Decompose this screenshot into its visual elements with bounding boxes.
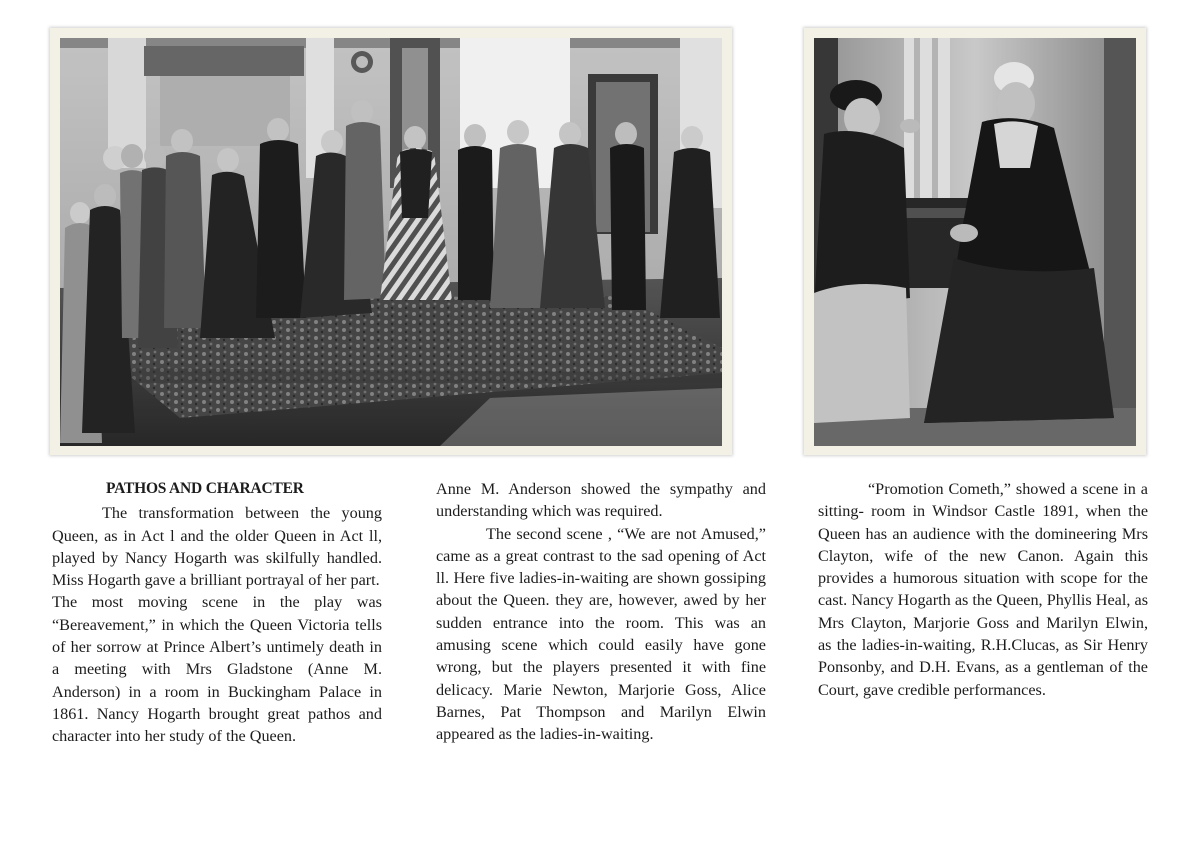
cast-group-photo	[50, 28, 732, 455]
paragraph: The second scene , “We are not Amused,” came as a great contrast to the sad opening of Act ll. Here five ladies-in-waiting are shown gossiping about the Queen. they are, however, awed by her sudden entrance into the room. This was an amusing scene which could easily have gone wrong, but the players presented it with fine delicacy. Marie Newton, Marjorie Goss, Alice Barnes, Pat Thompson and Marilyn Elwin appeared as the ladies-in-waiting.	[436, 524, 766, 744]
group-cast-photo-icon	[60, 38, 722, 446]
section-heading: PATHOS AND CHARACTER	[106, 480, 304, 497]
queen-scene-photo	[804, 28, 1146, 455]
paragraph: The most moving scene in the play was “Bereavement,” in which the Queen Victoria tells of her sorrow at Prince Albert’s untimely death in a meeting with Mrs Gladstone (Anne M. Anderson) in a room in Buckingham Palace in 1861. Nancy Hogarth brought great pathos and character into her study of the Queen.	[52, 593, 382, 746]
text-column-2	[436, 478, 766, 746]
text-column-1	[52, 478, 382, 748]
two-women-seated-photo-icon	[814, 38, 1136, 446]
paragraph: “Promotion Cometh,” showed a scene in a sitting- room in Windsor Castle 1891, when the Queen has an audience with the domineering Mrs Clayton, wife of the new Canon. Again this provides a humorous situation with scope for the cast. Nancy Hogarth as the Queen, Phyllis Heal, as Mrs Clayton, Marjorie Goss and Marilyn Elwin, as the ladies-in-waiting, R.H.Clucas, as Sir Henry Ponsonby, and D.H. Evans, as a gentleman of the Court, gave credible performances.	[818, 480, 1148, 699]
text-column-3	[818, 478, 1148, 701]
paragraph: The transformation between the young Queen, as in Act l and the older Queen in Act ll, played by Nancy Hogarth was skilfully handled. Miss Hogarth gave a brilliant portrayal of her part.	[52, 504, 382, 590]
paragraph: Anne M. Anderson showed the sympathy and understanding which was required.	[436, 480, 766, 521]
